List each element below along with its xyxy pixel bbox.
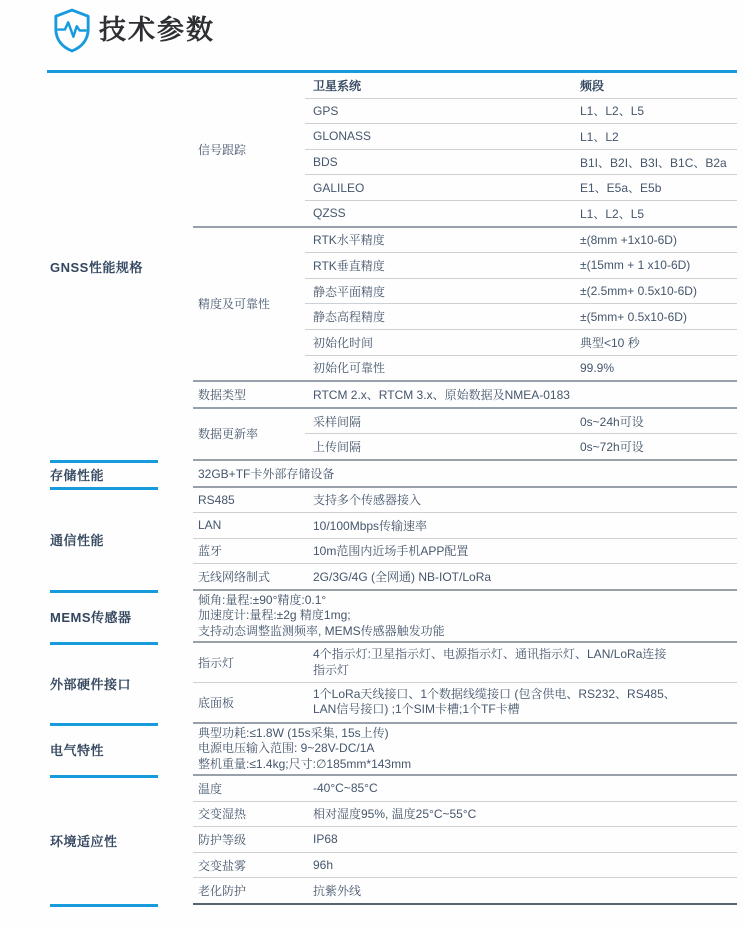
spec-value: [305, 647, 737, 678]
group-body-mems: [193, 591, 737, 643]
band-cell: E1、E5a、E5b: [580, 181, 662, 196]
band-cell: L1、L2、L5: [580, 104, 645, 119]
spec-text-line: 指示灯: [313, 662, 350, 677]
table-row: [305, 228, 737, 254]
table-row: [193, 461, 737, 486]
page-header: [53, 7, 215, 54]
spec-value: 10/100Mbps传输速率: [313, 518, 428, 533]
spec-value: 0s~72h可设: [580, 440, 644, 455]
satellite-system-cell: QZSS: [313, 206, 346, 221]
table-row: [305, 201, 737, 226]
table-row: [193, 827, 737, 853]
spec-value: 32GB+TF卡外部存储设备: [198, 466, 335, 481]
spec-name: 静态高程精度: [313, 310, 386, 325]
subgroup-data-type: [193, 382, 737, 409]
spec-text-line: 支持动态调整监测频率, MEMS传感器触发功能: [198, 623, 445, 638]
spec-value: 99.9%: [580, 360, 615, 375]
accuracy-rows: [305, 228, 737, 381]
subgroup-label-text: 信号跟踪: [198, 142, 247, 157]
spec-name: 老化防护: [198, 884, 247, 899]
table-row: [305, 99, 737, 125]
group-body-hardware: [193, 643, 737, 724]
table-row: [193, 591, 737, 641]
subgroup-label: [193, 228, 305, 381]
spec-value: 抗紫外线: [313, 884, 362, 899]
spec-name: 采样间隔: [313, 414, 362, 429]
band-cell: L1、L2、L5: [580, 206, 645, 221]
spec-text-line: 加速度计:量程:±2g 精度1mg;: [198, 608, 351, 623]
spec-name: 初始化可靠性: [313, 361, 386, 376]
spec-name: 初始化时间: [313, 335, 374, 350]
table-row: [193, 539, 737, 565]
spec-value: 10m范围内近场手机APP配置: [313, 544, 469, 559]
spec-name: 交变盐雾: [198, 858, 247, 873]
satellite-system-cell: GPS: [313, 103, 339, 118]
column-header-band: 频段: [580, 78, 605, 93]
spec-text-line: 1个LoRa天线接口、1个数据线缆接口 (包含供电、RS232、RS485、: [313, 686, 676, 701]
spec-value: ±(8mm +1x10-6D): [580, 232, 677, 247]
spec-value: 支持多个传感器接入: [313, 493, 422, 508]
category-cell-electrical: [47, 724, 193, 776]
spec-value: 96h: [313, 858, 334, 873]
signal-rows: [305, 73, 737, 226]
spec-text-line: 整机重量:≤1.4kg;尺寸:∅185mm*143mm: [198, 756, 412, 771]
spec-value: ±(2.5mm+ 0.5x10-6D): [580, 284, 697, 299]
spec-name: RTK水平精度: [313, 233, 385, 248]
table-row: [193, 724, 737, 774]
subgroup-label: [193, 73, 305, 226]
spec-value: -40°C~85°C: [313, 781, 378, 796]
category-cell-mems: [47, 591, 193, 643]
category-label: GNSS性能规格: [50, 260, 143, 276]
spec-value: 2G/3G/4G (全网通) NB-IOT/LoRa: [313, 570, 492, 585]
group-communication: [47, 488, 737, 591]
table-row: [193, 513, 737, 539]
shield-pulse-icon: [53, 7, 91, 54]
table-row: [305, 356, 737, 381]
spec-text-line: 典型功耗:≤1.8W (15s采集, 15s上传): [198, 725, 389, 740]
spec-text-line: 电源电压输入范围: 9~28V-DC/1A: [198, 741, 375, 756]
spec-name: 上传间隔: [313, 440, 362, 455]
spec-text-line: 4个指示灯:卫星指示灯、电源指示灯、通讯指示灯、LAN/LoRa连接: [313, 647, 667, 662]
group-hardware-interfaces: [47, 643, 737, 724]
table-row: [305, 409, 737, 435]
subgroup-label-text: 精度及可靠性: [198, 297, 271, 312]
satellite-system-cell: GALILEO: [313, 180, 365, 195]
category-label: 环境适应性: [50, 833, 118, 849]
spec-name: 交变湿热: [198, 807, 247, 822]
category-label: MEMS传感器: [50, 610, 132, 626]
subgroup-signal-tracking: [193, 73, 737, 228]
spec-name: 防护等级: [198, 832, 247, 847]
spec-name: RS485: [198, 492, 235, 507]
page-title: 技术参数: [99, 15, 215, 45]
table-row: [305, 150, 737, 176]
table-row: [305, 279, 737, 305]
table-row: [305, 330, 737, 356]
spec-name: 指示灯: [198, 656, 235, 670]
table-row: [193, 853, 737, 879]
group-electrical: [47, 724, 737, 776]
category-cell-hardware: [47, 643, 193, 724]
spec-value: 相对湿度95%, 温度25°C~55°C: [313, 807, 477, 822]
category-label: 电气特性: [50, 743, 105, 759]
group-body-gnss: [193, 73, 737, 461]
table-row: [193, 564, 737, 589]
category-cell-gnss: [47, 73, 193, 461]
table-row: [305, 253, 737, 279]
table-row: [193, 488, 737, 514]
group-body-environment: [193, 776, 737, 905]
spec-value: IP68: [313, 832, 338, 847]
table-row: [193, 683, 737, 722]
spec-value: 典型<10 秒: [580, 335, 640, 350]
group-body-electrical: [193, 724, 737, 776]
column-header-satellite-system: 卫星系统: [313, 78, 362, 93]
band-cell: L1、L2: [580, 129, 619, 144]
spec-text-line: 倾角:量程:±90°精度:0.1°: [198, 592, 327, 607]
subgroup-update-rate: [193, 409, 737, 459]
category-cell-storage: [47, 461, 193, 488]
group-mems: [47, 591, 737, 643]
spec-text-line: LAN信号接口) ;1个SIM卡槽;1个TF卡槽: [313, 702, 520, 717]
satellite-system-cell: GLONASS: [313, 129, 372, 144]
spec-name: 数据类型: [198, 387, 247, 402]
spec-value: ±(15mm + 1 x10-6D): [580, 258, 691, 273]
update-rate-rows: [305, 409, 737, 459]
category-label: 外部硬件接口: [50, 676, 132, 692]
spec-value: 0s~24h可设: [580, 414, 644, 429]
band-cell: B1I、B2I、B3I、B1C、B2a: [580, 155, 727, 170]
group-gnss: [47, 73, 737, 461]
spec-name: 静态平面精度: [313, 284, 386, 299]
category-label: 存储性能: [50, 467, 105, 483]
table-row: [305, 124, 737, 150]
subgroup-accuracy: [193, 228, 737, 383]
table-row: [305, 175, 737, 201]
table-row: [193, 776, 737, 802]
table-row: [305, 304, 737, 330]
subgroup-label-text: 数据更新率: [198, 427, 259, 442]
group-body-storage: [193, 461, 737, 488]
spec-value: [305, 687, 737, 718]
category-cell-communication: [47, 488, 193, 591]
table-row: [193, 802, 737, 828]
spec-name: LAN: [198, 518, 222, 533]
table-row: [305, 434, 737, 459]
spec-table: [47, 70, 737, 905]
spec-value: ±(5mm+ 0.5x10-6D): [580, 309, 687, 324]
subgroup-label: [193, 409, 305, 459]
category-label: 通信性能: [50, 532, 105, 548]
spec-name: 底面板: [198, 695, 235, 710]
table-row: [193, 643, 737, 683]
spec-name: 蓝牙: [198, 544, 223, 559]
spec-name: 温度: [198, 781, 223, 796]
spec-value: RTCM 2.x、RTCM 3.x、原始数据及NMEA-0183: [313, 387, 570, 402]
table-header-row: [305, 73, 737, 99]
group-body-communication: [193, 488, 737, 591]
group-environment: [47, 776, 737, 905]
group-storage: [47, 461, 737, 488]
spec-name: 无线网络制式: [198, 570, 271, 585]
category-cell-environment: [47, 776, 193, 905]
satellite-system-cell: BDS: [313, 155, 338, 170]
table-row: [193, 878, 737, 903]
spec-name: RTK垂直精度: [313, 258, 385, 273]
